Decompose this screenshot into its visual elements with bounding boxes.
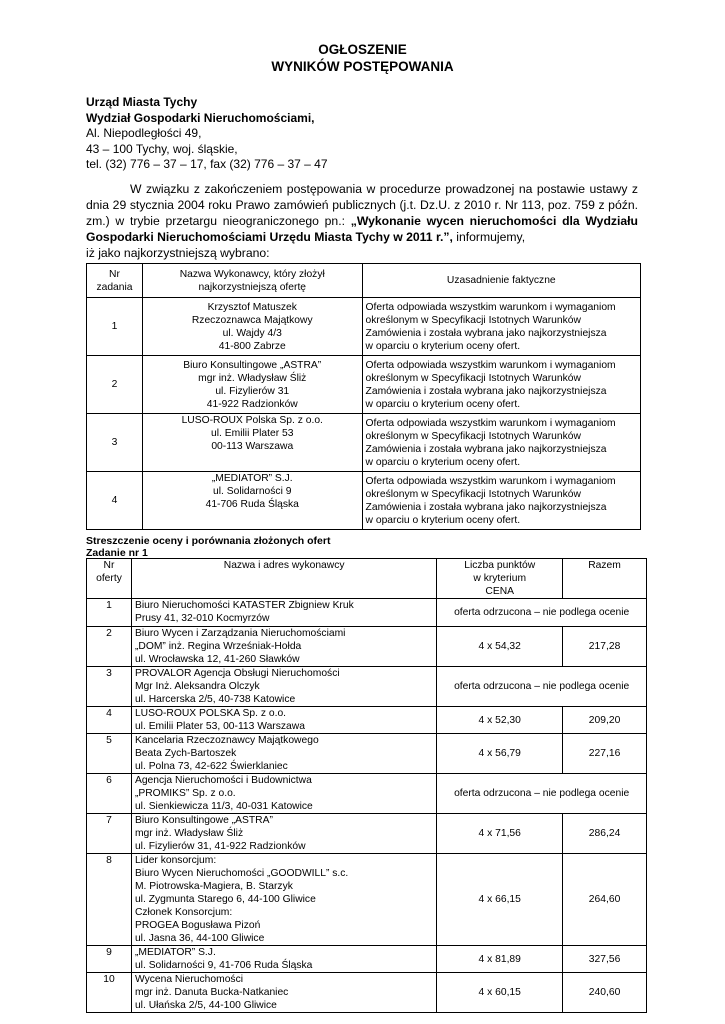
contractor-cell: Lider konsorcjum: Biuro Wycen Nieruchomości „GOODWILL” s.c. M. Piotrowska-Magiera, B. Starzyk ul. Zygmunta Starego 6, 44-100 Gliwice Członek Konsorcjum: PROGEA Bogusława Pizoń ul. Jasna 36, 44-100 Gliwice (131, 854, 436, 946)
total-cell: 209,20 (563, 707, 647, 734)
points-cell: 4 x 54,32 (437, 627, 563, 667)
task-number: 1 (87, 298, 143, 356)
table-row (87, 627, 647, 667)
reason-cell: Oferta odpowiada wszystkim warunkom i wymaganiom określonym w Specyfikacji Istotnych Warunków Zamówienia i została wybrana jako najkorzystniejsza w oparciu o kryterium oceny ofert. (362, 472, 640, 530)
authority-street: Al. Niepodległości 49, (86, 126, 202, 140)
points-cell: 4 x 60,15 (437, 973, 563, 1013)
header-points: Liczba punktów w kryterium CENA (437, 559, 563, 599)
contractor-cell: „MEDIATOR” S.J. ul. Solidarności 9, 41-706 Ruda Śląska (131, 946, 436, 973)
offer-number: 7 (87, 814, 132, 854)
offer-number: 2 (87, 627, 132, 667)
offers-table (86, 558, 647, 1013)
task-number: 2 (87, 356, 143, 414)
header-reason: Uzasadnienie faktyczne (362, 264, 640, 298)
page-title: OGŁOSZENIE (318, 42, 407, 57)
rejected-note: oferta odrzucona – nie podlega ocenie (437, 667, 647, 707)
contractor-cell: Kancelaria Rzeczoznawcy Majątkowego Beata Zych-Bartoszek ul. Polna 73, 42-622 Świerklaniec (131, 734, 436, 774)
winners-table (86, 263, 641, 530)
total-cell: 264,60 (563, 854, 647, 946)
table-row (87, 298, 641, 356)
contractor-cell: PROVALOR Agencja Obsługi Nieruchomości Mgr Inż. Aleksandra Olczyk ul. Harcerska 2/5, 40-738 Katowice (131, 667, 436, 707)
header-total: Razem (563, 559, 647, 599)
winners-header-row (87, 264, 641, 298)
header-contractor: Nazwa i adres wykonawcy (131, 559, 436, 599)
points-cell: 4 x 81,89 (437, 946, 563, 973)
total-cell: 217,28 (563, 627, 647, 667)
total-cell: 240,60 (563, 973, 647, 1013)
contractor-cell: Biuro Konsultingowe „ASTRA” mgr inż. Władysław Śliż ul. Fizylierów 31 41-922 Radzionków (142, 356, 362, 414)
authority-department: Wydział Gospodarki Nieruchomościami, (86, 110, 315, 125)
total-cell: 327,56 (563, 946, 647, 973)
offer-number: 8 (87, 854, 132, 946)
summary-heading: Streszczenie oceny i porównania złożonych ofert (86, 535, 331, 547)
table-row (87, 599, 647, 627)
offer-number: 4 (87, 707, 132, 734)
total-cell: 286,24 (563, 814, 647, 854)
contractor-cell: Krzysztof Matuszek Rzeczoznawca Majątkowy ul. Wajdy 4/3 41-800 Zabrze (142, 298, 362, 356)
contractor-cell: Biuro Wycen i Zarządzania Nieruchomościami „DOM” inż. Regina Wrześniak-Hołda ul. Wrocławska 12, 41-260 Sławków (131, 627, 436, 667)
table-row (87, 774, 647, 814)
intro-subject: „Wykonanie wycen nieruchomości dla Wydziału Gospodarki Nieruchomościami Urzędu Miasta Tychy w 2011 r.”, (86, 214, 638, 244)
authority-name: Urząd Miasta Tychy (86, 95, 198, 109)
points-cell: 4 x 71,56 (437, 814, 563, 854)
rejected-note: oferta odrzucona – nie podlega ocenie (437, 774, 647, 814)
table-row (87, 734, 647, 774)
task-number: 4 (87, 472, 143, 530)
contractor-cell: Agencja Nieruchomości i Budownictwa „PROMIKS” Sp. z o.o. ul. Sienkiewicza 11/3, 40-031 Katowice (131, 774, 436, 814)
offer-number: 3 (87, 667, 132, 707)
header-name: Nazwa Wykonawcy, który złożył najkorzystniejszą ofertę (142, 264, 362, 298)
reason-cell: Oferta odpowiada wszystkim warunkom i wymaganiom określonym w Specyfikacji Istotnych Warunków Zamówienia i została wybrana jako najkorzystniejsza w oparciu o kryterium oceny ofert. (362, 356, 640, 414)
points-cell: 4 x 66,15 (437, 854, 563, 946)
contractor-cell: LUSO-ROUX POLSKA Sp. z o.o. ul. Emilii Plater 53, 00-113 Warszawa (131, 707, 436, 734)
table-row (87, 973, 647, 1013)
offer-number: 5 (87, 734, 132, 774)
intro-paragraph (86, 181, 638, 245)
offer-number: 1 (87, 599, 132, 627)
table-row (87, 814, 647, 854)
authority-address (86, 95, 328, 173)
rejected-note: oferta odrzucona – nie podlega ocenie (437, 599, 647, 627)
contractor-cell: Biuro Nieruchomości KATASTER Zbigniew Kruk Prusy 41, 32-010 Kocmyrzów (131, 599, 436, 627)
task-number: 3 (87, 414, 143, 472)
page-subtitle: WYNIKÓW POSTĘPOWANIA (271, 59, 454, 74)
header-nr: Nr zadania (87, 264, 143, 298)
contractor-cell: LUSO-ROUX Polska Sp. z o.o. ul. Emilii Plater 53 00-113 Warszawa (142, 414, 362, 472)
table-row (87, 472, 641, 530)
task-heading: Zadanie nr 1 (86, 547, 148, 559)
offer-number: 10 (87, 973, 132, 1013)
intro-last-line: iż jako najkorzystniejszą wybrano: (86, 246, 270, 260)
reason-cell: Oferta odpowiada wszystkim warunkom i wymaganiom określonym w Specyfikacji Istotnych Warunków Zamówienia i została wybrana jako najkorzystniejsza w oparciu o kryterium oceny ofert. (362, 414, 640, 472)
header-offer-nr: Nr oferty (87, 559, 132, 599)
table-row (87, 414, 641, 472)
offers-header-row (87, 559, 647, 599)
intro-text: W związku z zakończeniem postępowania w procedurze prowadzonej na postawie ustawy z dnia 29 stycznia 2004 roku Prawo zamówień publicznych (j.t. Dz.U. z 2010 r. Nr 113, poz. 759 z późn. zm.) w trybie przetargu nieograniczonego pn.: (86, 182, 638, 228)
points-cell: 4 x 52,30 (437, 707, 563, 734)
table-row (87, 854, 647, 946)
authority-phone: tel. (32) 776 – 37 – 17, fax (32) 776 – 37 – 47 (86, 157, 328, 171)
contractor-cell: „MEDIATOR” S.J. ul. Solidarności 9 41-706 Ruda Śląska (142, 472, 362, 530)
reason-cell: Oferta odpowiada wszystkim warunkom i wymaganiom określonym w Specyfikacji Istotnych Warunków Zamówienia i została wybrana jako najkorzystniejsza w oparciu o kryterium oceny ofert. (362, 298, 640, 356)
points-cell: 4 x 56,79 (437, 734, 563, 774)
offer-number: 9 (87, 946, 132, 973)
table-row (87, 356, 641, 414)
authority-city: 43 – 100 Tychy, woj. śląskie, (86, 141, 238, 156)
intro-text-end: informujemy, (452, 230, 526, 244)
contractor-cell: Wycena Nieruchomości mgr inż. Danuta Bucka-Natkaniec ul. Ułańska 2/5, 44-100 Gliwice (131, 973, 436, 1013)
contractor-cell: Biuro Konsultingowe „ASTRA” mgr inż. Władysław Śliż ul. Fizylierów 31, 41-922 Radzionków (131, 814, 436, 854)
table-row (87, 946, 647, 973)
total-cell: 227,16 (563, 734, 647, 774)
offer-number: 6 (87, 774, 132, 814)
table-row (87, 707, 647, 734)
table-row (87, 667, 647, 707)
